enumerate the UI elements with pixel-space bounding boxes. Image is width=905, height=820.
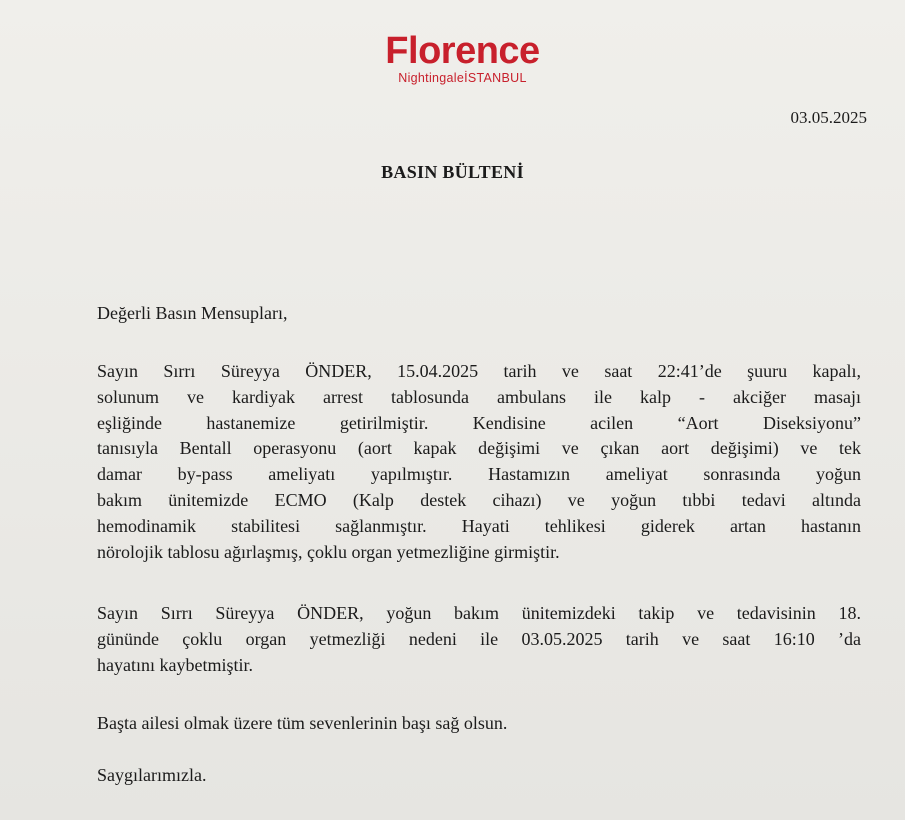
paragraph-line: bakım ünitemizde ECMO (Kalp destek cihazı) ve yoğun tıbbi tedavi altında: [97, 489, 861, 510]
paragraph-line: solunum ve kardiyak arrest tablosunda ambulans ile kalp - akciğer masajı: [97, 386, 861, 407]
paragraph-1: [97, 359, 861, 565]
paragraph-line: hemodinamik stabilitesi sağlanmıştır. Hayati tehlikesi giderek artan hastanın: [97, 515, 861, 536]
logo-wordmark: [385, 28, 539, 74]
hospital-logo: [0, 28, 905, 85]
paragraph-line: nörolojik tablosu ağırlaşmış, çoklu organ yetmezliğine girmiştir.: [97, 541, 560, 562]
paragraph-line: hayatını kaybetmiştir.: [97, 655, 253, 675]
closing-text: Saygılarımızla.: [97, 765, 207, 785]
paragraph-line: Sayın Sırrı Süreyya ÖNDER, yoğun bakım ünitemizdeki takip ve tedavisinin 18.: [97, 603, 861, 623]
logo-main-text: Florence: [385, 30, 540, 72]
closing-line: [97, 763, 861, 789]
paragraph-line: tanısıyla Bentall operasyonu (aort kapak değişimi ve çıkan aort değişimi) ve tek: [97, 438, 861, 459]
logo-sub-text: NightingaleİSTANBUL: [398, 71, 527, 85]
paragraph-line: Sayın Sırrı Süreyya ÖNDER, 15.04.2025 tarih ve saat 22:41’de şuuru kapalı,: [97, 361, 861, 381]
paragraph-line: Başta ailesi olmak üzere tüm sevenlerinin başı sağ olsun.: [97, 713, 508, 733]
paragraph-3: [97, 711, 861, 737]
paragraph-2: [97, 600, 861, 678]
paragraph-line: eşliğinde hastanemize getirilmiştir. Kendisine acilen “Aort Diseksiyonu”: [97, 412, 861, 433]
document-title: BASIN BÜLTENİ: [381, 162, 524, 182]
greeting: Değerli Basın Mensupları,: [97, 303, 288, 323]
paragraph-line: damar by-pass ameliyatı yapılmıştır. Hastamızın ameliyat sonrasında yoğun: [97, 464, 861, 485]
document-date: 03.05.2025: [790, 108, 867, 127]
paragraph-line: gününde çoklu organ yetmezliği nedeni ile 03.05.2025 tarih ve saat 16:10 ’da: [97, 629, 861, 649]
